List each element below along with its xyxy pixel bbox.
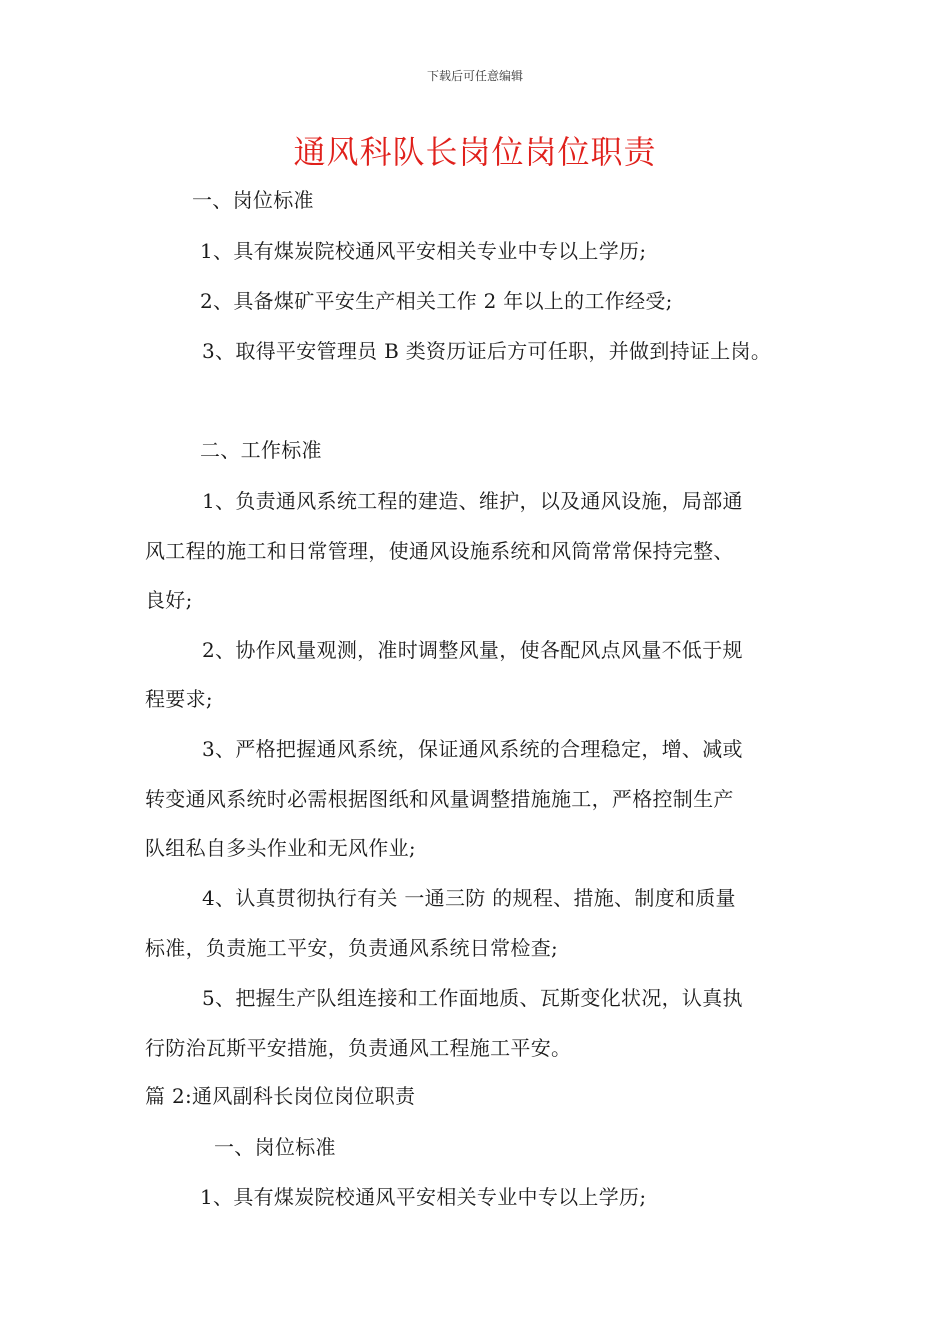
section2-paragraph-line: 程要求;: [145, 687, 213, 711]
section1-item: 2、具备煤矿平安生产相关工作 2 年以上的工作经受;: [200, 289, 673, 313]
section2-paragraph-line: 2、协作风量观测，准时调整风量，使各配风点风量不低于规: [202, 638, 743, 662]
section2-paragraph-line: 1、负责通风系统工程的建造、维护，以及通风设施，局部通: [202, 489, 743, 513]
section2-paragraph-line: 转变通风系统时必需根据图纸和风量调整措施施工，严格控制生产: [145, 787, 734, 811]
part2-item: 1、具有煤炭院校通风平安相关专业中专以上学历;: [200, 1185, 647, 1209]
document-title: 通风科队长岗位岗位职责: [293, 133, 657, 171]
section2-heading: 二、工作标准: [200, 438, 322, 462]
section1-item: 1、具有煤炭院校通风平安相关专业中专以上学历;: [200, 239, 647, 263]
section2-paragraph-line: 良好;: [145, 588, 193, 612]
header-note: 下载后可任意编辑: [426, 69, 523, 83]
section1-heading: 一、岗位标准: [192, 188, 314, 212]
section2-paragraph-line: 标准，负责施工平安，负责通风系统日常检查;: [145, 936, 559, 960]
section2-paragraph-line: 队组私自多头作业和无风作业;: [145, 836, 416, 860]
section2-paragraph-line: 3、严格把握通风系统，保证通风系统的合理稳定，增、减或: [202, 737, 743, 761]
part2-title: 篇 2:通风副科长岗位岗位职责: [145, 1084, 416, 1108]
section2-paragraph-line: 风工程的施工和日常管理，使通风设施系统和风筒常常保持完整、: [145, 539, 734, 563]
section2-paragraph-line: 5、把握生产队组连接和工作面地质、瓦斯变化状况，认真执: [202, 986, 743, 1010]
section1-item: 3、取得平安管理员 B 类资历证后方可任职，并做到持证上岗。: [202, 339, 772, 363]
section2-paragraph-line: 行防治瓦斯平安措施，负责通风工程施工平安。: [145, 1036, 572, 1060]
section2-paragraph-line: 4、认真贯彻执行有关 一通三防 的规程、措施、制度和质量: [202, 886, 736, 910]
part2-heading: 一、岗位标准: [214, 1135, 336, 1159]
